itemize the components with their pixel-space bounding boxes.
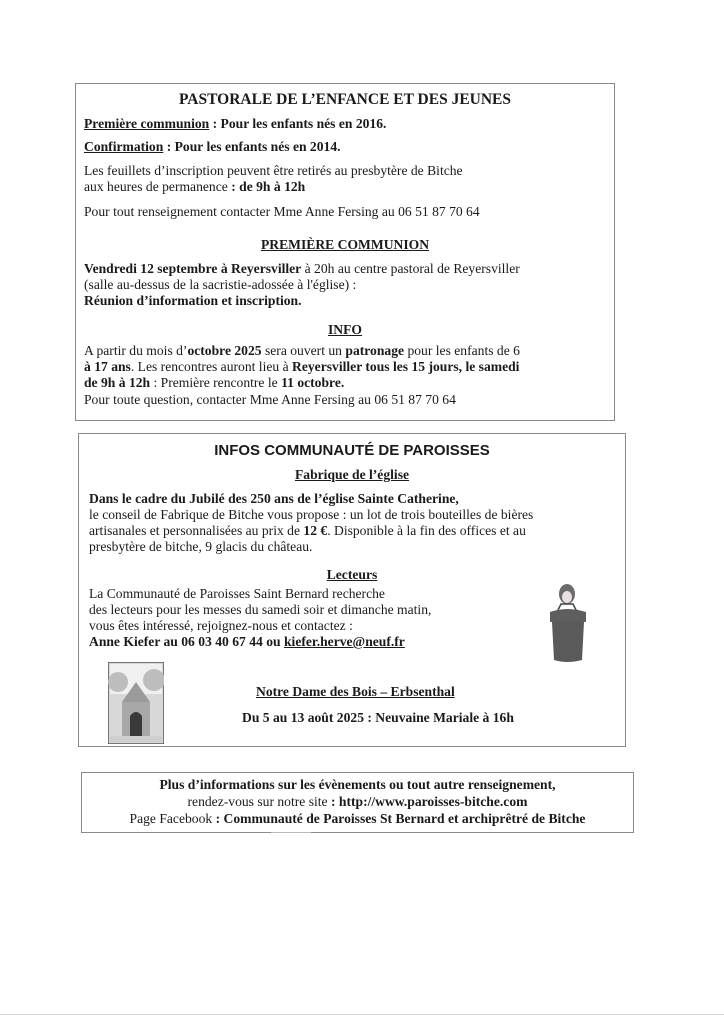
info-patronage: patronage bbox=[345, 343, 405, 358]
confirmation-label: Confirmation bbox=[84, 139, 164, 154]
info-hours: de 9h à 12h bbox=[84, 375, 151, 390]
lecteurs-email-link[interactable]: kiefer.herve@neuf.fr bbox=[283, 634, 405, 649]
info-line-4: Pour toute question, contacter Mme Anne Fersing au 06 51 87 70 64 bbox=[84, 392, 456, 407]
info-heading bbox=[76, 322, 614, 338]
lecteurs-phone: au 06 03 40 67 44 ou bbox=[160, 634, 284, 649]
info-line-2 bbox=[84, 359, 519, 375]
feuillets-line-1: Les feuillets d’inscription peuvent être retirés au presbytère de Bitche bbox=[84, 163, 463, 178]
info-ages: à 17 ans bbox=[84, 359, 131, 374]
info-title: INFO bbox=[328, 322, 362, 337]
info-text: pour les enfants de 6 bbox=[404, 343, 520, 358]
info-line-3 bbox=[84, 375, 344, 391]
confirmation-text: : Pour les enfants nés en 2014. bbox=[163, 139, 341, 154]
communion-date-line bbox=[84, 261, 520, 277]
lecteurs-heading bbox=[79, 567, 625, 583]
fabrique-text: artisanales et personnalisées au prix de bbox=[89, 523, 304, 538]
info-text: A partir du mois d’ bbox=[84, 343, 188, 358]
ndb-text: Du 5 au 13 août 2025 : Neuvaine Mariale à 16h bbox=[242, 710, 514, 725]
ndb-title: Notre Dame des Bois – Erbsenthal bbox=[256, 684, 455, 699]
communaute-box bbox=[78, 433, 626, 747]
fabrique-line-3 bbox=[89, 523, 526, 539]
feuillets-line-2 bbox=[84, 179, 305, 195]
communion-meeting-line: Réunion d’information et inscription. bbox=[84, 293, 302, 308]
communion-date: Vendredi 12 septembre à Reyersviller bbox=[84, 261, 302, 276]
communion-text: : Pour les enfants nés en 2016. bbox=[209, 116, 387, 131]
fabrique-text: . Disponible à la fin des offices et au bbox=[327, 523, 526, 538]
info-text: sera ouvert un bbox=[261, 343, 346, 358]
premiere-communion-title: PREMIÈRE COMMUNION bbox=[260, 237, 430, 252]
feuillets-hours: : de 9h à 12h bbox=[231, 179, 306, 194]
info-month: octobre 2025 bbox=[187, 343, 262, 358]
footer-site-label: rendez-vous sur notre site bbox=[187, 794, 331, 809]
info-text: . Les rencontres auront lieu à bbox=[130, 359, 293, 374]
fabrique-line-4: presbytère de bitche, 9 glacis du château. bbox=[89, 539, 313, 554]
footer-site-url[interactable]: : http://www.paroisses-bitche.com bbox=[330, 794, 528, 809]
fabrique-line-1: Dans le cadre du Jubilé des 250 ans de l’église Sainte Catherine, bbox=[89, 491, 459, 506]
pastorale-box bbox=[75, 83, 615, 421]
footer-facebook-label: Page Facebook bbox=[129, 811, 216, 826]
lecteurs-line-1: La Communauté de Paroisses Saint Bernard recherche bbox=[89, 586, 385, 601]
info-first-date: 11 octobre. bbox=[281, 375, 345, 390]
feuillets-text: aux heures de permanence bbox=[84, 179, 232, 194]
lecteurs-contact-name: Anne Kiefer bbox=[89, 634, 161, 649]
communaute-title: INFOS COMMUNAUTÉ DE PAROISSES bbox=[214, 442, 490, 459]
footer-line-1: Plus d’informations sur les évènements ou tout autre renseignement, bbox=[159, 777, 556, 792]
scan-artifact-dash bbox=[271, 832, 311, 833]
premiere-communion-heading bbox=[76, 237, 614, 253]
confirmation-line bbox=[84, 139, 341, 155]
communion-room-line: (salle au-dessus de la sacristie-adossée à l'église) : bbox=[84, 277, 357, 292]
lectern-reader-icon bbox=[545, 582, 593, 666]
ndb-heading bbox=[256, 684, 455, 700]
footer-facebook-page[interactable]: : Communauté de Paroisses St Bernard et archiprêtré de Bitche bbox=[215, 811, 586, 826]
lecteurs-title: Lecteurs bbox=[326, 567, 378, 582]
communion-place: à 20h au centre pastoral de Reyersviller bbox=[301, 261, 520, 276]
communion-label: Première communion bbox=[84, 116, 210, 131]
lecteurs-line-2: des lecteurs pour les messes du samedi soir et dimanche matin, bbox=[89, 602, 432, 617]
page-bottom-line bbox=[0, 1014, 724, 1015]
footer-line-3 bbox=[82, 811, 633, 827]
chapel-photo bbox=[108, 662, 164, 744]
fabrique-price: 12 € bbox=[303, 523, 328, 538]
lecteurs-line-4 bbox=[89, 634, 405, 650]
fabrique-heading bbox=[79, 467, 625, 483]
info-frequency: Reyersviller tous les 15 jours, le samedi bbox=[292, 359, 520, 374]
footer-line-2 bbox=[82, 794, 633, 810]
info-text: : Première rencontre le bbox=[150, 375, 282, 390]
fabrique-title: Fabrique de l’église bbox=[294, 467, 410, 482]
pastorale-title: PASTORALE DE L’ENFANCE ET DES JEUNES bbox=[178, 91, 512, 108]
fabrique-line-2: le conseil de Fabrique de Bitche vous propose : un lot de trois bouteilles de bières bbox=[89, 507, 534, 522]
info-line-1 bbox=[84, 343, 520, 359]
footer-box bbox=[81, 772, 634, 833]
lecteurs-line-3: vous êtes intéressé, rejoignez-nous et contactez : bbox=[89, 618, 353, 633]
contact-line: Pour tout renseignement contacter Mme Anne Fersing au 06 51 87 70 64 bbox=[84, 204, 480, 219]
communion-line bbox=[84, 116, 386, 132]
